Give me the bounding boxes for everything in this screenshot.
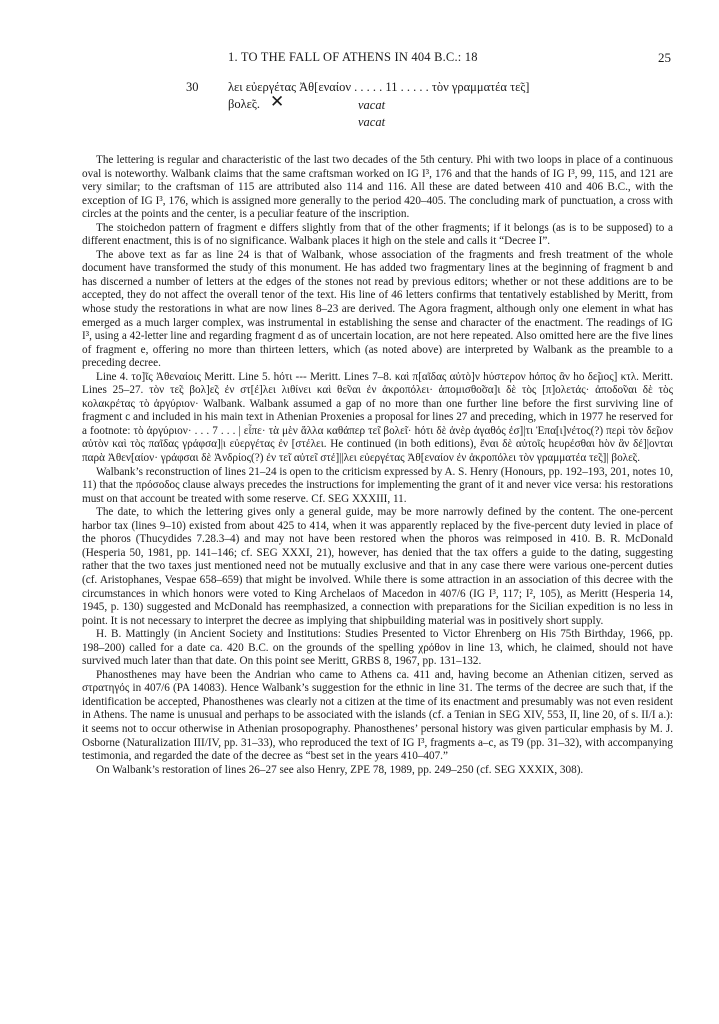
punctuation-cross-icon: ✕ [270,92,285,111]
paragraph-stoichedon: The stoichedon pattern of fragment e differs slightly from that of the other fragments; if it belongs (as is to be supposed) to a different enactment, this is of no significance. Walbank places it high on the stele and calls it “Decree I”. [82,221,673,248]
running-head [0,50,719,68]
inscription-line-30: λει εὐεργέτας Ἀθ[εναίον . . . . . 11 . . . . . τὸν γραμματέα τε̃ς] [228,80,530,94]
paragraph-phanosthenes: Phanosthenes may have been the Andrian who came to Athens ca. 411 and, having become an Athenian citizen, served as στρατηγός in 407/6 (PA 14083). Hence Walbank’s suggestion for the ethnic in line 31. The terms of the decree are such that, if the identification be accepted, Phanosthenes was clearly not a citizen at the time of its enactment and presumably was not even resident in Athens. The name is unusual and perhaps to be associated with the islands (cf. a Tenian in SEG XIV, 553, II, line 20, of s. II/I a.): it seems not to occur otherwise in Athenian prosopography. Phanosthenes’ personal history was given particular emphasis by M. J. Osborne (Naturalization III/IV, pp. 31–33), who reproduced the text of IG I³, fragments a–c, as T9 (pp. 31–32), with accompanying testimonia, and regarded the date of the decree as “best set in the years 410–407.” [82,668,673,763]
page-number: 25 [658,50,671,65]
vacat-label: vacat [358,98,386,112]
paragraph-date: The date, to which the lettering gives only a general guide, may be more narrowly defined by the content. The one-percent harbor tax (lines 9–10) existed from about 425 to 414, when it was apparently replaced by the five-percent duty levied in place of the phoros (Thucydides 7.28.3–4) and may not have been restored when the phoros was reimposed in 410. B. R. McDonald (Hesperia 50, 1981, pp. 141–146; cf. SEG XXXI, 21), however, has denied that the tax offers a guide to the dating, suggesting rather that the two taxes just mentioned need not be mutually exclusive and that in any case there were various one-percent duties (cf. Aristophanes, Vespae 658–659) that might be involved. While there is some attraction in an association of this decree with the circumstances in which honors were voted to King Archelaos of Macedon in 407/6 (IG I³, 117; I², 105), as Meritt (Hesperia 14, 1945, p. 130) suggested and McDonald has reemphasized, a connection with preparations for the Sicilian expedition is no less in point. It is not necessary to interpret the decree as implying that shipbuilding material was in positively short supply. [82,506,673,627]
commentary [82,154,673,777]
paragraph-text-source: The above text as far as line 24 is that of Walbank, whose association of the fragments and fresh treatment of the whole document have transformed the study of this monument. He has added two fragmentary lines at the beginning of fragment b and has discerned a number of letters at the edges of the stones not read by previous editors; whether or not these additions are to be accepted, they do not affect the overall tenor of the text. His line of 46 letters confirms that tentatively established by Meritt, from whose study the restorations in what are now lines 8–23 are derived. The Agora fragment, although only one element in what has emerged as a much larger complex, was instrumental in establishing the sense and character of the enactment. The readings of IG I³, using a 42-letter line and regarding fragment d as of uncertain location, are not here repeated. Also omitted here are the five lines of fragment e, offering no more than thirteen letters, which (as noted above) are interpreted by Walbank as the preamble to a preceding decree. [82,248,673,370]
paragraph-reconstruction: Walbank’s reconstruction of lines 21–24 is open to the criticism expressed by A. S. Henry (Honours, pp. 192–193, 201, notes 10, 11) that the πρόσοδος clause always precedes the instructions for implementing the grant of it and never vice versa: his restorations must on that account be treated with some reserve. Cf. SEG XXXIII, 11. [82,465,673,505]
line-number: 30 [186,80,199,94]
inscription-line-31: βολε̃ς. [228,97,260,111]
running-head-title: 1. TO THE FALL OF ATHENS IN 404 B.C.: 18 [228,50,478,64]
paragraph-mattingly: H. B. Mattingly (in Ancient Society and Institutions: Studies Presented to Victor Ehrenberg on His 75th Birthday, 1966, pp. 198–200) called for a date ca. 420 B.C. on the grounds of the spelling χρόθον in line 13, which, he claimed, should not have survived much later than that date. On this point see Meritt, GRBS 8, 1967, pp. 131–132. [82,628,673,668]
paragraph-apparatus: Line 4. το]ῖς Ἀθεναίοις Meritt. Line 5. hότι --- Meritt. Lines 7–8. καὶ π[αῖδας αὐτὸ]ν hύστερον hόπος ἂν hο δε̃μος] κτλ. Meritt. Lines 25–27. τὸν τε̃ς βολ]ε̃ς ἐν στ[έ]λει λιθίνει καὶ θε̃ναι ἐν ἀκροπόλει· ἀπομισθο̃σα]ι δὲ τὸς [π]ολετάς· ἀποδο̃ναι δὲ τὸς κολακρέτας τὸ ἀργύριον· Walbank. Walbank assumed a gap of no more than one further line before the first surviving line of fragment c and included in his main text in Athenian Proxenies a proposal for lines 27 and preceding, which in 1977 he reserved for a footnote: τὸ ἀργύριον· . . . 7 . . . | εἶπε· τὰ μὲν ἄλλα καθάπερ τε̃ι βολε̃ι· hότι δὲ ἀνὲρ ἀγαθός ἐσ]|τι Ἐπα[ι]νέτος(?) περὶ τὸν δε̃μον αὐτὸν καὶ τὸς παῖδας γράφσα]|ι εὐεργέτας ἐν [στέλει. He continued (in both editions), ἔναι δὲ αὐτοῖς hευρέσθαι hὸν ἂν δέ]|ονται παρὰ Ἀθεν[αίον· γράφσαι δὲ Ἀνδρίος(?) ἐν τε̃ι αὐτε̃ι στέ]||λει εὐεργέτας Ἀθ[εναίον ἐν ἀκροπόλει τὸν γραμματέα τε̃ς]| βολε̃ς. [82,370,673,465]
vacat-label: vacat [358,115,386,129]
paragraph-henry: On Walbank’s restoration of lines 26–27 see also Henry, ZPE 78, 1989, pp. 249–250 (cf. SEG XXXIX, 308). [96,763,584,776]
paragraph-lettering: The lettering is regular and characteristic of the last two decades of the 5th century. Phi with two loops in place of a continuous oval is noteworthy. Walbank claims that the same craftsman worked on IG I³, 176 and that the hands of IG I³, 99, 115, and 121 are very similar; to the craftsman of 115 are attributed also 114 and 116. All these are dated between 410 and 406 B.C., with the exception of IG I³, 176, which is assigned more generally to the period 420–405. The concluding mark of punctuation, a cross with circles at the points and the center, is a peculiar feature of the inscription. [82,154,673,221]
